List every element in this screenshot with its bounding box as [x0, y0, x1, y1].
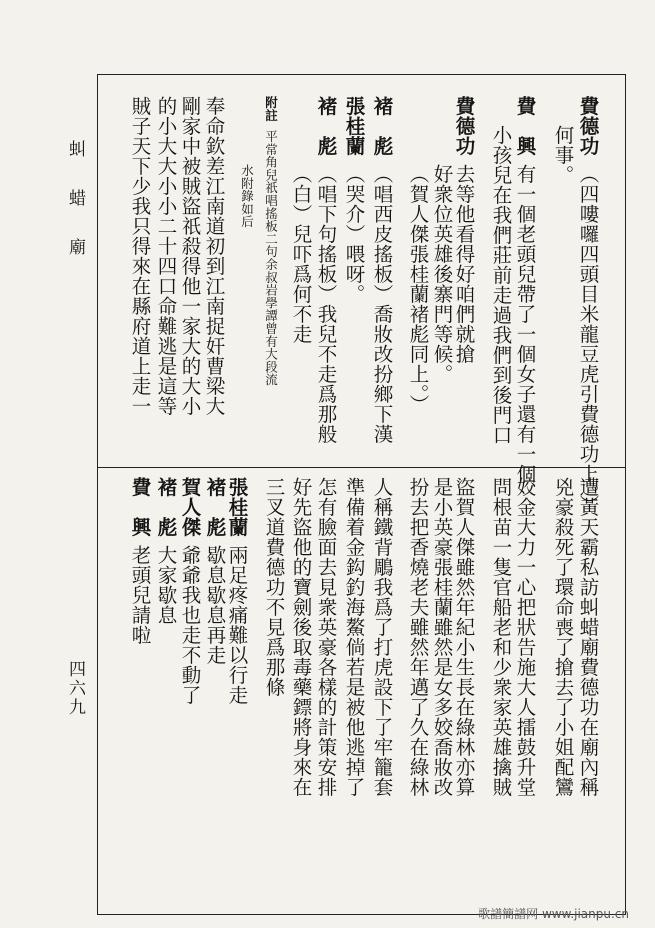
text-column: 遭黃天霸私訪虯蜡廟費德功在廟內稱 — [576, 477, 600, 797]
speaker-label: 褚 彪 — [154, 477, 178, 537]
text-column: 兇豪殺死了環命喪了搶去了小姐配鸞 — [551, 477, 575, 797]
text-column: （賀人傑張桂蘭褚彪同上。） — [406, 164, 430, 415]
text-column: 怎有臉面去見衆英豪各樣的計策安排 — [314, 477, 338, 797]
text-column: 平常角兒祇唱搖板二句余叔岩學譚曾有大段流 — [263, 129, 279, 386]
speaker-label: 褚 彪 — [370, 96, 394, 156]
text-column: 有一個老頭兒帶了一個女子還有一個 — [513, 164, 537, 484]
text-column: 扮去把香燒老夫雖然年邁了久在綠林 — [406, 477, 430, 797]
text-column: 何事。 — [551, 125, 575, 185]
text-column: （哭介）喂呀。 — [342, 164, 366, 304]
text-column: 問根苗一隻官船老和少衆家英雄擒賊 — [489, 477, 513, 797]
speaker-label: 褚 彪 — [203, 477, 227, 537]
speaker-label: 費德功 — [452, 96, 476, 156]
text-column: 人稱鐵背鵰我爲了打虎設下了牢籠套 — [370, 477, 394, 797]
text-column: 兩足疼痛難以行走 — [225, 545, 249, 705]
text-column: 是小英豪張桂蘭雖然是女多姣喬妝改 — [430, 477, 454, 797]
text-column: 盜賀人傑雖然年紀小生長在綠林亦算 — [452, 477, 476, 797]
text-column: 老頭兒請啦 — [128, 545, 152, 645]
text-column: 賊子天下少我只得來在縣府道上走一 — [128, 96, 152, 416]
text-column: 三叉道費德功不見爲那條 — [262, 477, 286, 697]
speaker-label: 張桂蘭 — [342, 96, 366, 156]
speaker-label: 費德功 — [576, 96, 600, 156]
text-column: （四嘍囉四頭目米龍豆虎引費德功上。） — [576, 164, 600, 515]
speaker-label: 費 興 — [128, 477, 152, 537]
text-column: 水附錄如后 — [239, 164, 255, 228]
text-column: 好衆位英雄後寨門等候。 — [430, 164, 454, 384]
text-column: 奉命欽差江南道初到江南捉奸曹梁大 — [202, 96, 226, 416]
text-column: 的小大大小小二十四口命難逃是這等 — [154, 96, 178, 416]
sidebar-title: 虯 蜡 廟 — [65, 140, 85, 261]
text-column: 準備着金鈎釣海鰲倘若是被他逃掉了 — [342, 477, 366, 797]
text-column: （唱西皮搖板）喬妝改扮鄉下漢 — [370, 164, 394, 444]
text-column: 去等他看得好咱們就搶 — [452, 164, 476, 364]
text-column: 好先盜他的寶劍後取毒藥鏢將身來在 — [289, 477, 313, 797]
speaker-label: 費 興 — [513, 96, 537, 156]
text-column: 爺爺我也走不動了 — [178, 545, 202, 705]
text-column: 姣金大力一心把狀告施大人擂鼓升堂 — [513, 477, 537, 797]
text-column: 小孩兒在我們莊前走過我們到後門口 — [489, 125, 513, 445]
section-divider — [97, 467, 626, 468]
speaker-label: 賀人傑 — [178, 477, 202, 537]
text-column: 歇息歇息再走 — [203, 545, 227, 665]
text-column: （白）兒吓爲何不走 — [289, 164, 313, 344]
speaker-label: 張桂蘭 — [225, 477, 249, 537]
watermark: 歌譜簡譜网 www.jianpu.cn — [478, 907, 629, 921]
text-column: 剛家中被賊盜祇殺得他一家大的大小 — [178, 96, 202, 416]
speaker-label: 附註 — [263, 96, 279, 122]
text-column: 大家歇息 — [154, 545, 178, 625]
text-column: （唱下句搖板）我兒不走爲那般 — [314, 164, 338, 444]
page-number: 四六九 — [65, 660, 85, 717]
speaker-label: 褚 彪 — [314, 96, 338, 156]
